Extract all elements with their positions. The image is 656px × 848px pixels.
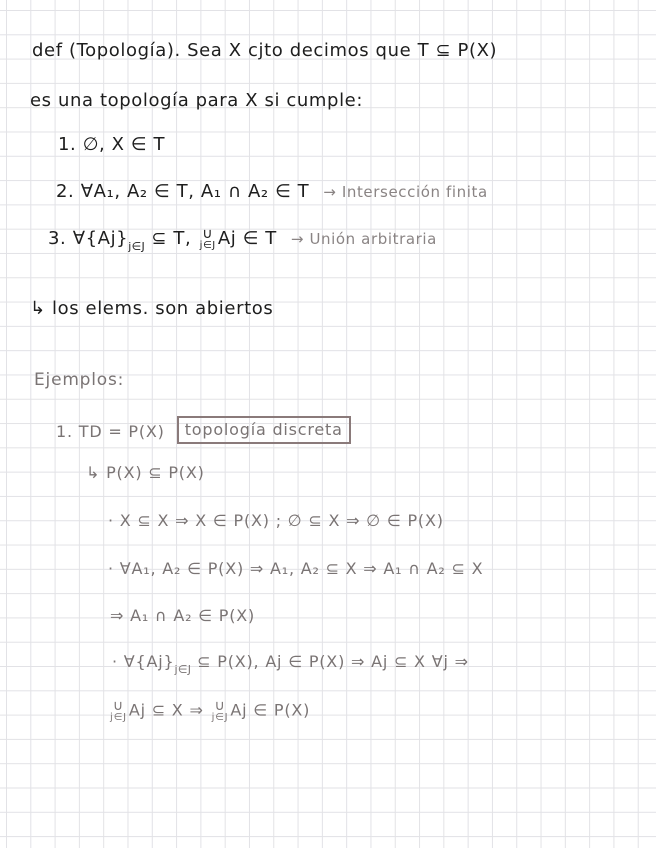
definition-intro-line: es una topología para X si cumple: [30,90,364,111]
axiom-3-note: → Unión arbitraria [290,229,437,248]
proof-line-1: · X ⊆ X ⇒ X ∈ P(X) ; ∅ ⊆ X ⇒ ∅ ∈ P(X) [108,511,444,530]
axiom-2 [56,183,488,201]
axiom-3-union [200,228,216,250]
proof-line-2: · ∀A₁, A₂ ∈ P(X) ⇒ A₁, A₂ ⊆ X ⇒ A₁ ∩ A₂ ⊆ X [108,559,484,578]
example-1-label: 1. TD = P(X) [56,422,165,441]
axiom-3-text-b: ⊆ T, [151,227,192,249]
proof-line-4-b: ⊆ P(X), Aj ∈ P(X) ⇒ Aj ⊆ X ∀j ⇒ [197,652,469,671]
proof-line-4-a: · ∀{Aj} [112,652,175,671]
proof-union-2 [212,700,229,722]
union-index: j∈J [110,711,127,723]
proof-line-4-subscript: j∈J [174,663,192,676]
proof-line-5 [108,700,310,722]
axiom-3 [48,226,437,253]
remark-open-sets: ↳ los elems. son abiertos [30,298,274,319]
definition-title-line: def (Topología). Sea X cjto decimos que T ⊆ P(X) [32,40,498,61]
proof-line-5-b: Aj ∈ P(X) [230,700,311,720]
axiom-3-text-a: 3. ∀{Aj} [48,227,129,249]
axiom-1: 1. ∅, X ∈ T [58,134,166,155]
discrete-topology-box: topología discreta [177,416,351,444]
examples-heading: Ejemplos: [34,370,125,390]
proof-line-4 [112,652,469,676]
axiom-2-text: 2. ∀A₁, A₂ ∈ T, A₁ ∩ A₂ ∈ T [56,181,310,202]
union-symbol: ∪ [202,226,214,242]
union-index: j∈J [199,239,216,251]
example-1 [56,418,351,446]
proof-line-3: ⇒ A₁ ∩ A₂ ∈ P(X) [110,606,256,625]
example-1-claim: ↳ P(X) ⊆ P(X) [86,463,205,482]
axiom-3-text-c: Aj ∈ T [217,227,277,249]
proof-union-1 [110,700,127,722]
union-symbol: ∪ [112,698,124,714]
union-symbol: ∪ [214,698,226,714]
axiom-2-note: → Intersección finita [323,183,488,201]
axiom-3-subscript: j∈J [128,239,146,253]
proof-line-5-a: Aj ⊆ X ⇒ [128,700,204,720]
union-index: j∈J [211,711,229,723]
